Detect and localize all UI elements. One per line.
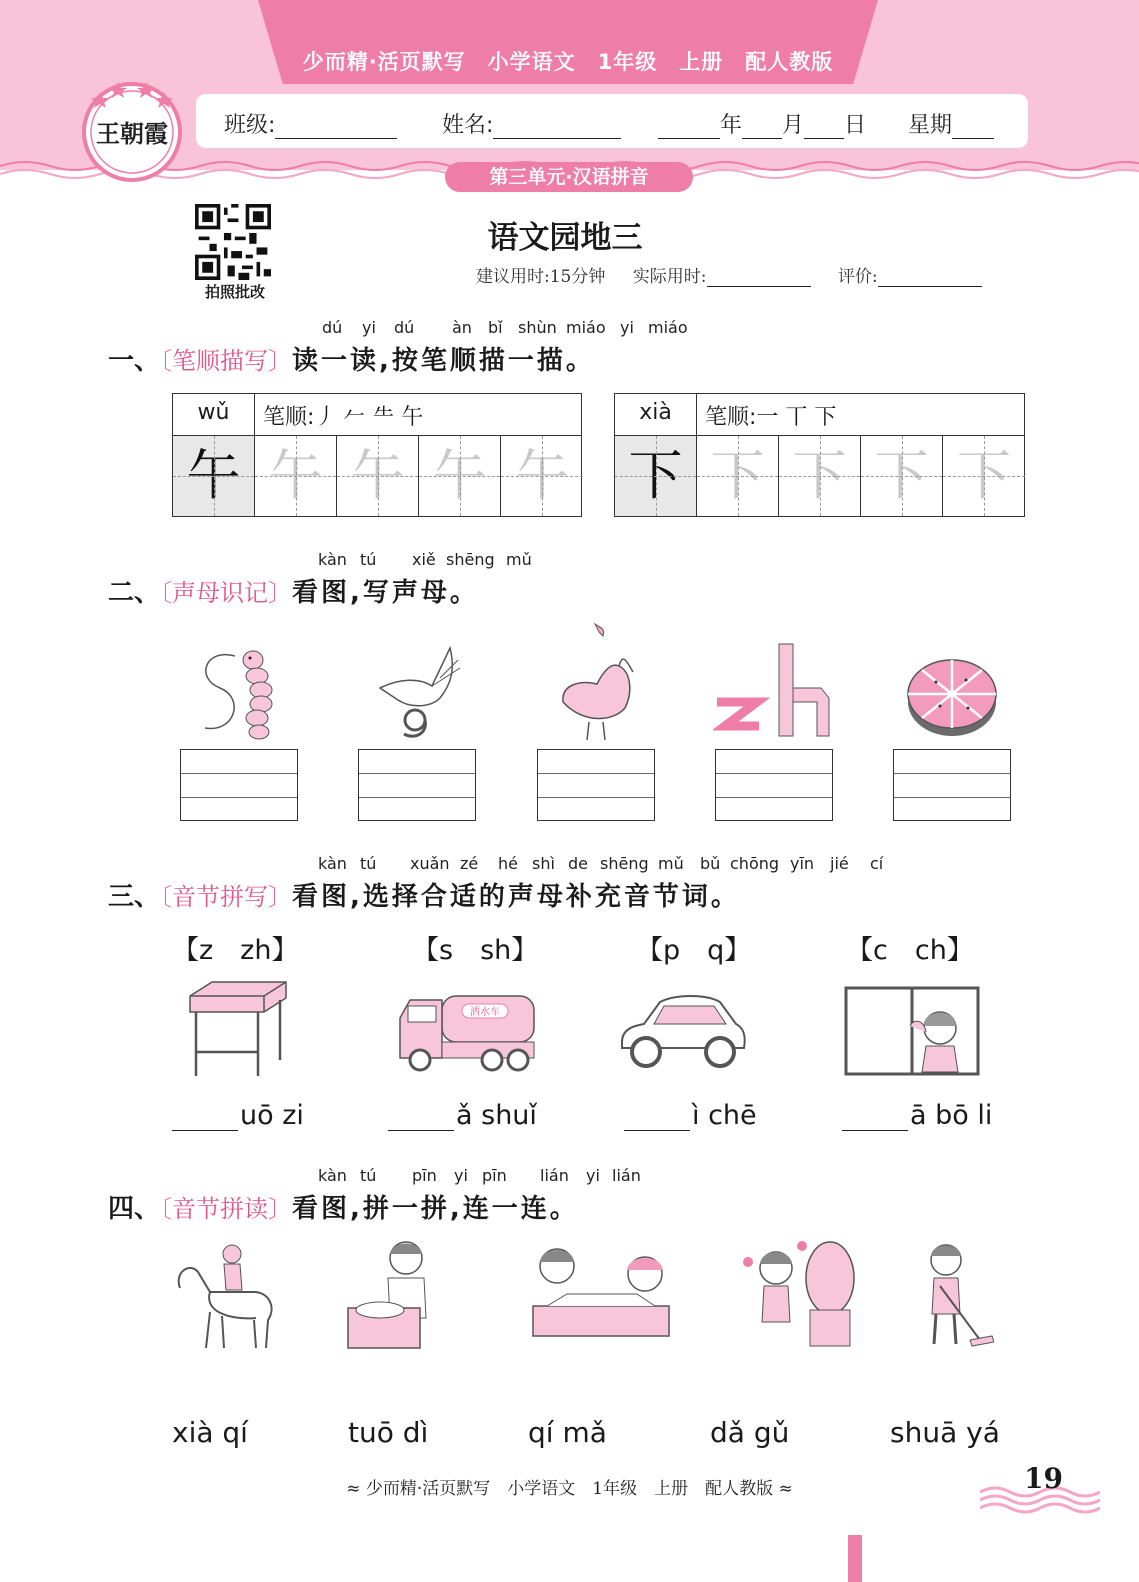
info-bar: [196, 94, 1028, 148]
hen-j-image: [553, 622, 643, 744]
weekday-label: 星期: [908, 113, 953, 138]
choice-z-zh: 【z zh】: [172, 935, 299, 966]
section2-tag: 〔声母识记〕: [160, 579, 293, 607]
year-blank[interactable]: [658, 117, 720, 139]
trace-cell[interactable]: 午: [501, 436, 583, 516]
window-girl-image: [844, 986, 980, 1076]
write-box[interactable]: [537, 749, 655, 821]
trace-cell[interactable]: 午: [419, 436, 501, 516]
time-line: [476, 262, 982, 287]
section2-heading: [108, 572, 479, 609]
section4-number: 四、: [108, 1194, 161, 1224]
month-label: 月: [782, 113, 805, 138]
trace-cell[interactable]: 下: [943, 436, 1025, 516]
actual-time-label: 实际用时:: [632, 267, 707, 287]
write-box[interactable]: [893, 749, 1011, 821]
mopping-image: [914, 1240, 994, 1352]
choice-c-ch: 【c ch】: [846, 935, 974, 966]
section1-heading: [108, 340, 595, 377]
stroke-grid-wu: [172, 393, 582, 517]
section2-number: 二、: [108, 578, 161, 608]
watermelon-x-image: [906, 648, 998, 740]
weekday-field[interactable]: [908, 108, 994, 139]
trace-cell[interactable]: 下: [779, 436, 861, 516]
drum-beating-image: [740, 1238, 860, 1350]
section4-heading: [108, 1188, 579, 1225]
silkworm-s-image: [195, 638, 295, 748]
chair-zh-image: [713, 640, 835, 740]
page-edge-marker: [848, 1535, 862, 1582]
section3-tag: 〔音节拼写〕: [160, 883, 293, 911]
syllable-blank-4[interactable]: ā bō li: [842, 1100, 992, 1131]
section4-instruction: 看图,拼一拼,连一连。: [292, 1194, 579, 1224]
section2-instruction: 看图,写声母。: [292, 578, 479, 608]
section1-tag: 〔笔顺描写〕: [160, 347, 293, 375]
section3-number: 三、: [108, 882, 161, 912]
section1-number: 一、: [108, 346, 161, 376]
stroke-order-xia: 笔顺:一 丅 下: [705, 405, 837, 430]
unit-tab: 第三单元·汉语拼音: [445, 162, 693, 192]
name-label: 姓名:: [442, 113, 494, 138]
evaluation-label: 评价:: [837, 267, 878, 287]
truck-label: 洒水车: [470, 1007, 500, 1018]
day-blank[interactable]: [804, 117, 844, 139]
car-image: [616, 990, 748, 1074]
tooth-brushing-image: [344, 1238, 440, 1352]
choice-p-q: 【p q】: [636, 935, 752, 966]
model-char-wu: 午: [173, 436, 255, 516]
class-field[interactable]: [224, 108, 397, 139]
choice-s-sh: 【s sh】: [412, 935, 539, 966]
desk-image: [186, 980, 290, 1080]
pigeon-g-image: [370, 638, 465, 743]
page-title: 语文园地三: [487, 220, 643, 256]
answer-qi-ma[interactable]: qí mǎ: [528, 1416, 607, 1449]
horse-riding-image: [170, 1242, 282, 1354]
stroke-pinyin-xia: xià: [615, 394, 697, 435]
trace-cell[interactable]: 下: [861, 436, 943, 516]
write-box[interactable]: [715, 749, 833, 821]
actual-time-blank[interactable]: [707, 269, 811, 287]
section3-instruction: 看图,选择合适的声母补充音节词。: [292, 882, 740, 912]
trace-cell[interactable]: 午: [255, 436, 337, 516]
suggested-time: 建议用时:15分钟: [476, 267, 606, 287]
syllable-blank-2[interactable]: ǎ shuǐ: [388, 1100, 537, 1131]
brand-logo: [80, 78, 184, 182]
stroke-grid-xia: [614, 393, 1025, 517]
qr-label: 拍照批改: [204, 283, 265, 301]
write-box[interactable]: [358, 749, 476, 821]
name-blank[interactable]: [493, 117, 621, 139]
stroke-pinyin-wu: wǔ: [173, 394, 255, 435]
answer-tuo-di[interactable]: tuō dì: [348, 1416, 429, 1449]
syllable-blank-1[interactable]: uō zi: [172, 1100, 304, 1131]
weekday-blank[interactable]: [952, 117, 994, 139]
syllable-blank-3[interactable]: ì chē: [624, 1100, 757, 1131]
section3-heading: [108, 876, 740, 913]
answer-shua-ya[interactable]: shuā yá: [890, 1416, 1000, 1449]
section1-instruction: 读一读,按笔顺描一描。: [292, 346, 595, 376]
footer-text: ≈ 少而精·活页默写 小学语文 1年级 上册 配人教版 ≈: [346, 1479, 793, 1499]
stroke-order-wu: 笔顺:丿 𠂉 ⺧ 午: [263, 405, 424, 430]
section4-tag: 〔音节拼读〕: [160, 1195, 293, 1223]
series-title: 少而精·活页默写 小学语文 1年级 上册 配人教版: [302, 50, 834, 74]
answer-da-gu[interactable]: dǎ gǔ: [710, 1416, 790, 1449]
write-box[interactable]: [180, 749, 298, 821]
qr-code[interactable]: [195, 204, 271, 280]
evaluation-blank[interactable]: [878, 269, 982, 287]
trace-cell[interactable]: 下: [697, 436, 779, 516]
sprinkler-truck-image: [396, 990, 536, 1076]
logo-text: 王朝霞: [96, 119, 168, 148]
chess-playing-image: [527, 1244, 675, 1344]
month-blank[interactable]: [742, 117, 782, 139]
date-field[interactable]: [658, 108, 866, 139]
trace-cell[interactable]: 午: [337, 436, 419, 516]
day-label: 日: [844, 113, 867, 138]
class-blank[interactable]: [275, 117, 397, 139]
answer-xia-qi[interactable]: xià qí: [172, 1416, 248, 1449]
name-field[interactable]: [442, 108, 621, 139]
page-number: 19: [1024, 1462, 1063, 1495]
year-label: 年: [720, 113, 743, 138]
model-char-xia: 下: [615, 436, 697, 516]
class-label: 班级:: [224, 113, 276, 138]
